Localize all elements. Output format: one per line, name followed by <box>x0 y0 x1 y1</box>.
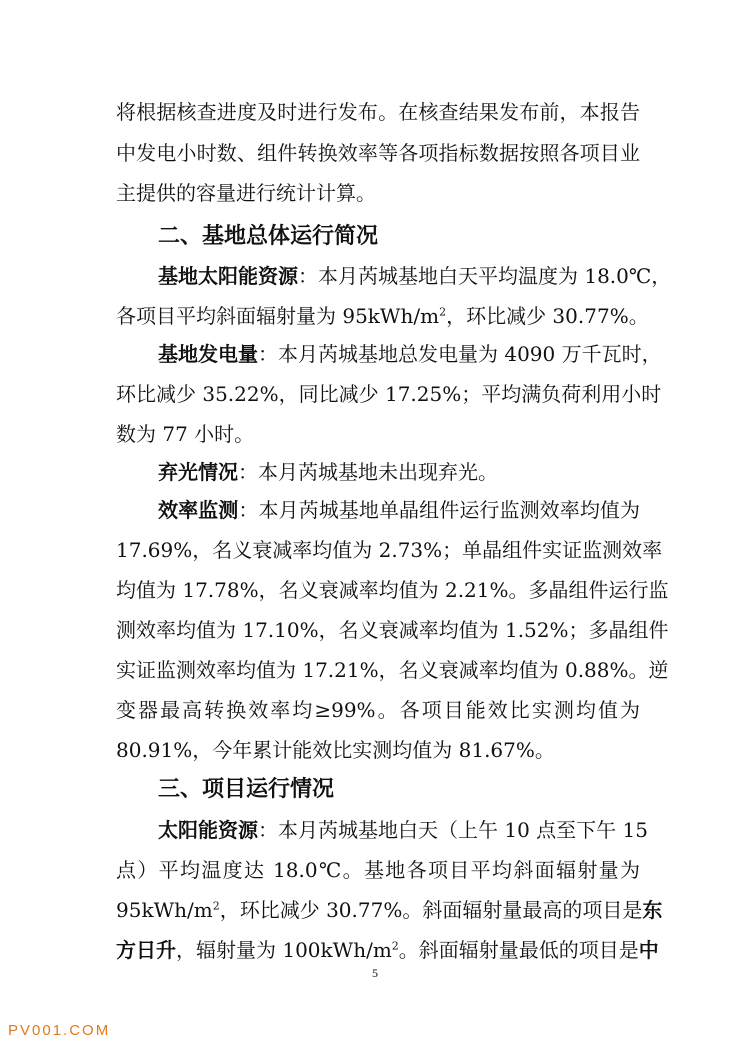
efficiency-line-2: 17.69%，名义衰减率均值为 2.73%；单晶组件实证监测效率 <box>116 538 663 562</box>
project-solar-line-3 <box>116 897 663 923</box>
page-number: 5 <box>372 966 378 980</box>
project-solar-line-1 <box>158 817 648 843</box>
base-solar-line-2 <box>116 303 649 329</box>
highest-project-name-part: 东 <box>642 898 663 922</box>
base-solar-radiation-text: 各项目平均斜面辐射量为 95kWh/m <box>116 304 440 328</box>
base-generation-colon: ： <box>258 342 278 366</box>
superscript-2: 2 <box>212 899 220 913</box>
project-solar-change-text: ，环比减少 30.77%。斜面辐射量最高的项目是 <box>219 898 643 922</box>
efficiency-label: 效率监测 <box>158 498 239 522</box>
base-solar-label: 基地太阳能资源 <box>158 264 298 288</box>
base-solar-change-text: ，环比减少 30.77%。 <box>446 304 649 328</box>
base-generation-line-1 <box>158 341 662 367</box>
intro-line-3: 主提供的容量进行统计计算。 <box>116 181 376 205</box>
project-solar-label: 太阳能资源 <box>158 818 258 842</box>
base-solar-text: 本月芮城基地白天平均温度为 18.0℃， <box>318 264 672 288</box>
base-generation-line-3: 数为 77 小时。 <box>116 422 255 446</box>
base-generation-label: 基地发电量 <box>158 342 258 366</box>
project-solar-line-4 <box>116 937 659 963</box>
project-solar-colon: ： <box>258 818 278 842</box>
highest-radiation-text: ，辐射量为 100kWh/m <box>176 938 392 962</box>
superscript-2: 2 <box>439 305 447 319</box>
efficiency-line-6: 变器最高转换效率均≥99%。各项目能效比实测均值为 <box>116 698 640 722</box>
lowest-project-name-part: 中 <box>638 938 659 962</box>
section-2-heading: 二、基地总体运行简况 <box>158 224 379 249</box>
base-generation-text: 本月芮城基地总发电量为 4090 万千瓦时， <box>278 342 662 366</box>
curtailment-colon: ： <box>238 460 258 484</box>
base-generation-line-2: 环比减少 35.22%，同比减少 17.25%；平均满负荷利用小时 <box>116 382 662 406</box>
efficiency-colon: ： <box>238 498 259 522</box>
base-solar-line-1 <box>158 263 672 289</box>
curtailment-label: 弃光情况 <box>158 460 238 484</box>
site-watermark: PV001.COM <box>8 1022 111 1039</box>
intro-line-1: 将根据核查进度及时进行发布。在核查结果发布前，本报告 <box>116 100 640 124</box>
curtailment-text: 本月芮城基地未出现弃光。 <box>258 460 498 484</box>
highest-project-name: 方日升 <box>116 938 176 962</box>
curtailment-line <box>158 459 640 485</box>
efficiency-line-5: 实证监测效率均值为 17.21%，名义衰减率均值为 0.88%。逆 <box>116 658 669 682</box>
base-solar-colon: ： <box>298 264 318 288</box>
project-solar-radiation-text: 95kWh/m <box>116 898 213 922</box>
efficiency-line-4: 测效率均值为 17.10%，名义衰减率均值为 1.52%；多晶组件 <box>116 618 669 642</box>
lowest-project-text: 。斜面辐射量最低的项目是 <box>398 938 639 962</box>
superscript-2: 2 <box>391 939 399 953</box>
efficiency-text: 本月芮城基地单晶组件运行监测效率均值为 <box>258 498 641 522</box>
efficiency-line-1 <box>158 497 640 523</box>
project-solar-text: 本月芮城基地白天（上午 10 点至下午 15 <box>278 818 648 842</box>
efficiency-line-7: 80.91%，今年累计能效比实测均值为 81.67%。 <box>116 738 555 762</box>
intro-line-2: 中发电小时数、组件转换效率等各项指标数据按照各项目业 <box>116 141 640 165</box>
efficiency-line-3: 均值为 17.78%，名义衰减率均值为 2.21%。多晶组件运行监 <box>116 578 669 602</box>
section-3-heading: 三、项目运行情况 <box>158 777 335 802</box>
project-solar-line-2: 点）平均温度达 18.0℃。基地各项目平均斜面辐射量为 <box>116 858 640 882</box>
